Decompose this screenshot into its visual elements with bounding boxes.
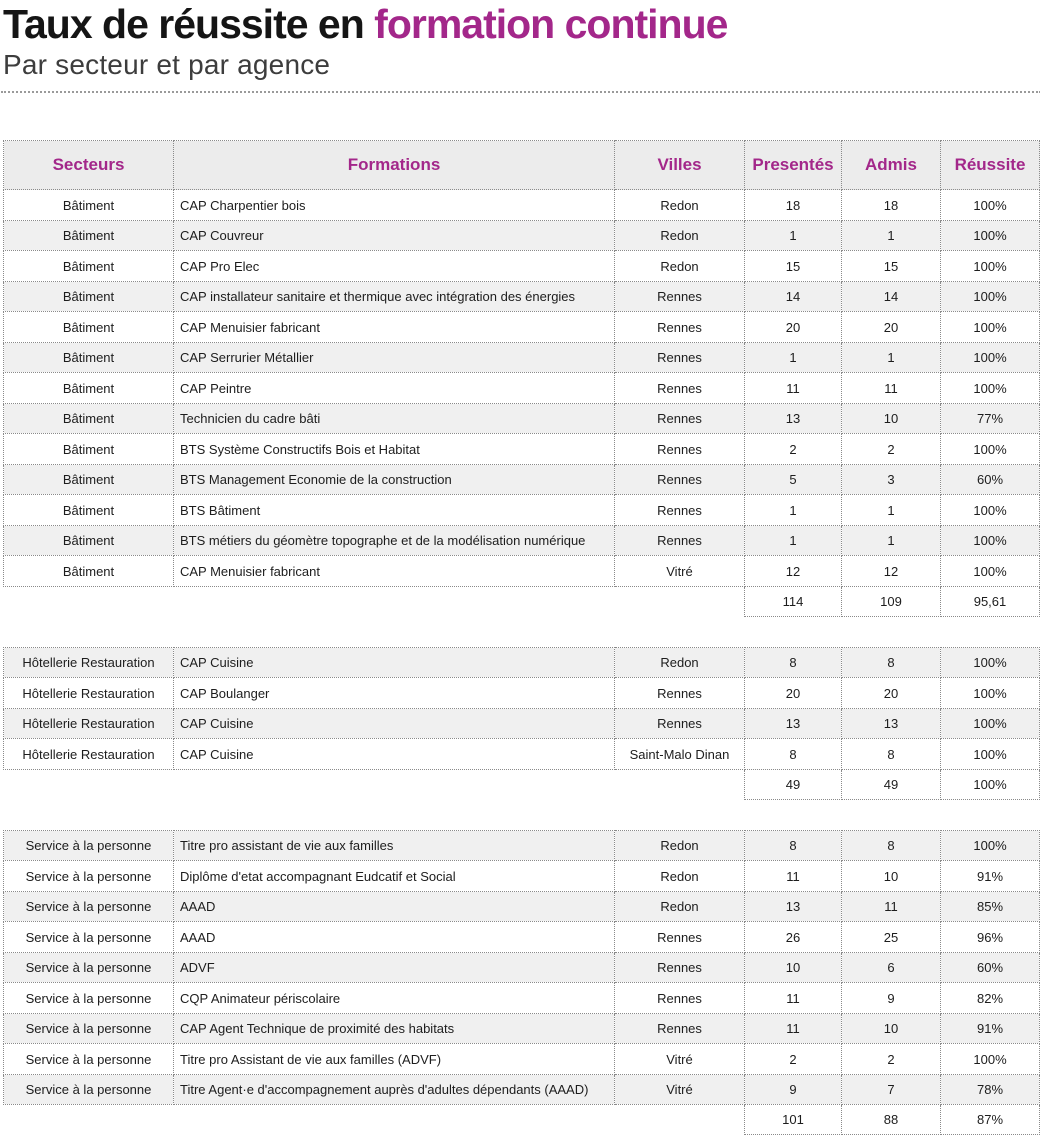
table-row	[4, 708, 1040, 739]
cell-ville: Vitré	[615, 1044, 745, 1075]
cell-reussite: 100%	[941, 251, 1040, 282]
cell-formation: CAP Couvreur	[174, 220, 615, 251]
section-gap	[4, 616, 1040, 647]
cell-secteur: Bâtiment	[4, 373, 174, 404]
cell-secteur: Hôtellerie Restauration	[4, 708, 174, 739]
cell-presentes: 1	[745, 342, 842, 373]
cell-admis: 20	[842, 678, 941, 709]
totals-reussite: 100%	[941, 769, 1040, 799]
cell-secteur: Bâtiment	[4, 434, 174, 465]
cell-reussite: 100%	[941, 739, 1040, 770]
cell-reussite: 100%	[941, 830, 1040, 861]
cell-ville: Redon	[615, 647, 745, 678]
table-header-row	[4, 141, 1040, 190]
cell-admis: 8	[842, 739, 941, 770]
table-row	[4, 861, 1040, 892]
section-gap-cell	[4, 616, 1040, 647]
cell-presentes: 1	[745, 220, 842, 251]
cell-secteur: Bâtiment	[4, 403, 174, 434]
cell-ville: Rennes	[615, 1013, 745, 1044]
cell-presentes: 13	[745, 403, 842, 434]
col-header-admis: Admis	[842, 141, 941, 190]
cell-admis: 9	[842, 983, 941, 1014]
cell-formation: CAP Serrurier Métallier	[174, 342, 615, 373]
cell-admis: 8	[842, 647, 941, 678]
cell-presentes: 15	[745, 251, 842, 282]
cell-formation: Titre pro assistant de vie aux familles	[174, 830, 615, 861]
cell-ville: Saint-Malo Dinan	[615, 739, 745, 770]
table-row	[4, 739, 1040, 770]
cell-admis: 18	[842, 190, 941, 221]
results-table	[3, 140, 1040, 1135]
cell-formation: BTS Bâtiment	[174, 495, 615, 526]
cell-formation: BTS métiers du géomètre topographe et de la modélisation numérique	[174, 525, 615, 556]
cell-reussite: 100%	[941, 525, 1040, 556]
cell-formation: CAP Menuisier fabricant	[174, 556, 615, 587]
cell-formation: AAAD	[174, 922, 615, 953]
cell-secteur: Service à la personne	[4, 1013, 174, 1044]
cell-reussite: 82%	[941, 983, 1040, 1014]
cell-presentes: 8	[745, 647, 842, 678]
cell-secteur: Bâtiment	[4, 190, 174, 221]
table-row	[4, 464, 1040, 495]
cell-ville: Rennes	[615, 464, 745, 495]
cell-formation: CAP Charpentier bois	[174, 190, 615, 221]
cell-presentes: 12	[745, 556, 842, 587]
cell-reussite: 60%	[941, 952, 1040, 983]
cell-ville: Rennes	[615, 495, 745, 526]
col-header-presentes: Presentés	[745, 141, 842, 190]
cell-ville: Redon	[615, 220, 745, 251]
cell-secteur: Hôtellerie Restauration	[4, 739, 174, 770]
cell-presentes: 13	[745, 708, 842, 739]
cell-presentes: 11	[745, 1013, 842, 1044]
table-body	[4, 190, 1040, 1135]
cell-formation: ADVF	[174, 952, 615, 983]
cell-formation: CAP Boulanger	[174, 678, 615, 709]
col-header-formations: Formations	[174, 141, 615, 190]
cell-secteur: Service à la personne	[4, 1044, 174, 1075]
cell-secteur: Service à la personne	[4, 922, 174, 953]
cell-secteur: Bâtiment	[4, 464, 174, 495]
table-row	[4, 556, 1040, 587]
cell-reussite: 100%	[941, 495, 1040, 526]
cell-admis: 13	[842, 708, 941, 739]
cell-presentes: 18	[745, 190, 842, 221]
cell-formation: CQP Animateur périscolaire	[174, 983, 615, 1014]
table-row	[4, 312, 1040, 343]
table-row	[4, 525, 1040, 556]
cell-formation: CAP Pro Elec	[174, 251, 615, 282]
cell-presentes: 11	[745, 861, 842, 892]
cell-reussite: 91%	[941, 1013, 1040, 1044]
cell-ville: Rennes	[615, 312, 745, 343]
cell-formation: Titre Agent·e d'accompagnement auprès d'adultes dépendants (AAAD)	[174, 1074, 615, 1105]
table-row	[4, 190, 1040, 221]
cell-formation: AAAD	[174, 891, 615, 922]
dotted-divider	[1, 91, 1040, 93]
cell-reussite: 60%	[941, 464, 1040, 495]
cell-formation: CAP installateur sanitaire et thermique avec intégration des énergies	[174, 281, 615, 312]
cell-presentes: 9	[745, 1074, 842, 1105]
table-row	[4, 1044, 1040, 1075]
cell-secteur: Hôtellerie Restauration	[4, 678, 174, 709]
cell-secteur: Bâtiment	[4, 251, 174, 282]
cell-presentes: 11	[745, 373, 842, 404]
cell-secteur: Service à la personne	[4, 861, 174, 892]
cell-secteur: Bâtiment	[4, 525, 174, 556]
cell-presentes: 13	[745, 891, 842, 922]
cell-formation: Titre pro Assistant de vie aux familles (ADVF)	[174, 1044, 615, 1075]
totals-admis: 49	[842, 769, 941, 799]
cell-admis: 10	[842, 403, 941, 434]
table-row	[4, 1074, 1040, 1105]
cell-secteur: Bâtiment	[4, 342, 174, 373]
table-row	[4, 678, 1040, 709]
cell-secteur: Service à la personne	[4, 830, 174, 861]
totals-row	[4, 1105, 1040, 1135]
cell-reussite: 100%	[941, 373, 1040, 404]
cell-presentes: 10	[745, 952, 842, 983]
cell-reussite: 91%	[941, 861, 1040, 892]
cell-ville: Vitré	[615, 556, 745, 587]
page-title-accent: formation continue	[374, 1, 728, 47]
table-row	[4, 373, 1040, 404]
cell-admis: 2	[842, 434, 941, 465]
cell-ville: Rennes	[615, 952, 745, 983]
cell-ville: Rennes	[615, 708, 745, 739]
cell-reussite: 100%	[941, 342, 1040, 373]
cell-admis: 1	[842, 525, 941, 556]
cell-formation: Diplôme d'etat accompagnant Eudcatif et Social	[174, 861, 615, 892]
totals-admis: 109	[842, 586, 941, 616]
cell-formation: CAP Agent Technique de proximité des habitats	[174, 1013, 615, 1044]
totals-presentes: 101	[745, 1105, 842, 1135]
page-title	[1, 0, 1039, 47]
section-gap	[4, 799, 1040, 830]
cell-ville: Rennes	[615, 434, 745, 465]
cell-formation: CAP Cuisine	[174, 739, 615, 770]
totals-spacer	[4, 769, 745, 799]
cell-reussite: 100%	[941, 190, 1040, 221]
cell-ville: Rennes	[615, 281, 745, 312]
cell-admis: 10	[842, 861, 941, 892]
cell-secteur: Service à la personne	[4, 983, 174, 1014]
cell-formation: Technicien du cadre bâti	[174, 403, 615, 434]
cell-admis: 1	[842, 220, 941, 251]
cell-reussite: 100%	[941, 647, 1040, 678]
cell-admis: 7	[842, 1074, 941, 1105]
table-row	[4, 403, 1040, 434]
table-row	[4, 1013, 1040, 1044]
cell-reussite: 96%	[941, 922, 1040, 953]
cell-admis: 11	[842, 373, 941, 404]
cell-formation: CAP Peintre	[174, 373, 615, 404]
totals-reussite: 95,61	[941, 586, 1040, 616]
totals-presentes: 49	[745, 769, 842, 799]
cell-presentes: 2	[745, 1044, 842, 1075]
cell-admis: 14	[842, 281, 941, 312]
table-row	[4, 281, 1040, 312]
totals-spacer	[4, 586, 745, 616]
cell-admis: 20	[842, 312, 941, 343]
cell-secteur: Bâtiment	[4, 220, 174, 251]
cell-admis: 10	[842, 1013, 941, 1044]
cell-ville: Redon	[615, 861, 745, 892]
cell-admis: 11	[842, 891, 941, 922]
cell-reussite: 100%	[941, 556, 1040, 587]
cell-admis: 25	[842, 922, 941, 953]
totals-row	[4, 586, 1040, 616]
cell-ville: Redon	[615, 251, 745, 282]
cell-formation: CAP Cuisine	[174, 647, 615, 678]
cell-ville: Redon	[615, 830, 745, 861]
cell-ville: Rennes	[615, 342, 745, 373]
table-row	[4, 830, 1040, 861]
cell-admis: 15	[842, 251, 941, 282]
cell-reussite: 100%	[941, 312, 1040, 343]
cell-reussite: 100%	[941, 434, 1040, 465]
cell-presentes: 2	[745, 434, 842, 465]
cell-formation: BTS Système Constructifs Bois et Habitat	[174, 434, 615, 465]
cell-formation: CAP Menuisier fabricant	[174, 312, 615, 343]
cell-presentes: 8	[745, 739, 842, 770]
table-row	[4, 220, 1040, 251]
cell-presentes: 8	[745, 830, 842, 861]
cell-admis: 1	[842, 342, 941, 373]
totals-presentes: 114	[745, 586, 842, 616]
cell-reussite: 100%	[941, 281, 1040, 312]
cell-presentes: 20	[745, 678, 842, 709]
table-row	[4, 891, 1040, 922]
page-subtitle: Par secteur et par agence	[3, 49, 331, 81]
cell-presentes: 14	[745, 281, 842, 312]
col-header-reussite: Réussite	[941, 141, 1040, 190]
cell-reussite: 100%	[941, 678, 1040, 709]
cell-formation: CAP Cuisine	[174, 708, 615, 739]
cell-ville: Rennes	[615, 525, 745, 556]
cell-admis: 1	[842, 495, 941, 526]
section-gap-cell	[4, 799, 1040, 830]
totals-row	[4, 769, 1040, 799]
cell-reussite: 100%	[941, 1044, 1040, 1075]
cell-secteur: Bâtiment	[4, 312, 174, 343]
totals-reussite: 87%	[941, 1105, 1040, 1135]
table-row	[4, 251, 1040, 282]
cell-secteur: Hôtellerie Restauration	[4, 647, 174, 678]
table-row	[4, 952, 1040, 983]
cell-admis: 8	[842, 830, 941, 861]
table-row	[4, 434, 1040, 465]
cell-presentes: 11	[745, 983, 842, 1014]
cell-ville: Rennes	[615, 678, 745, 709]
totals-spacer	[4, 1105, 745, 1135]
cell-admis: 3	[842, 464, 941, 495]
cell-ville: Rennes	[615, 403, 745, 434]
cell-reussite: 78%	[941, 1074, 1040, 1105]
cell-secteur: Service à la personne	[4, 1074, 174, 1105]
col-header-villes: Villes	[615, 141, 745, 190]
cell-secteur: Bâtiment	[4, 281, 174, 312]
cell-ville: Rennes	[615, 922, 745, 953]
cell-ville: Rennes	[615, 373, 745, 404]
col-header-secteurs: Secteurs	[4, 141, 174, 190]
cell-secteur: Service à la personne	[4, 952, 174, 983]
cell-presentes: 1	[745, 495, 842, 526]
table-row	[4, 647, 1040, 678]
page-title-prefix: Taux de réussite en	[3, 1, 375, 47]
cell-reussite: 77%	[941, 403, 1040, 434]
cell-reussite: 85%	[941, 891, 1040, 922]
table-row	[4, 495, 1040, 526]
cell-formation: BTS Management Economie de la construction	[174, 464, 615, 495]
table-row	[4, 342, 1040, 373]
cell-reussite: 100%	[941, 708, 1040, 739]
cell-ville: Redon	[615, 190, 745, 221]
cell-reussite: 100%	[941, 220, 1040, 251]
cell-ville: Rennes	[615, 983, 745, 1014]
cell-secteur: Bâtiment	[4, 556, 174, 587]
cell-ville: Vitré	[615, 1074, 745, 1105]
cell-admis: 6	[842, 952, 941, 983]
cell-presentes: 5	[745, 464, 842, 495]
totals-admis: 88	[842, 1105, 941, 1135]
cell-presentes: 26	[745, 922, 842, 953]
table-row	[4, 922, 1040, 953]
cell-admis: 12	[842, 556, 941, 587]
cell-secteur: Bâtiment	[4, 495, 174, 526]
cell-presentes: 1	[745, 525, 842, 556]
cell-ville: Redon	[615, 891, 745, 922]
cell-secteur: Service à la personne	[4, 891, 174, 922]
cell-presentes: 20	[745, 312, 842, 343]
table-row	[4, 983, 1040, 1014]
cell-admis: 2	[842, 1044, 941, 1075]
